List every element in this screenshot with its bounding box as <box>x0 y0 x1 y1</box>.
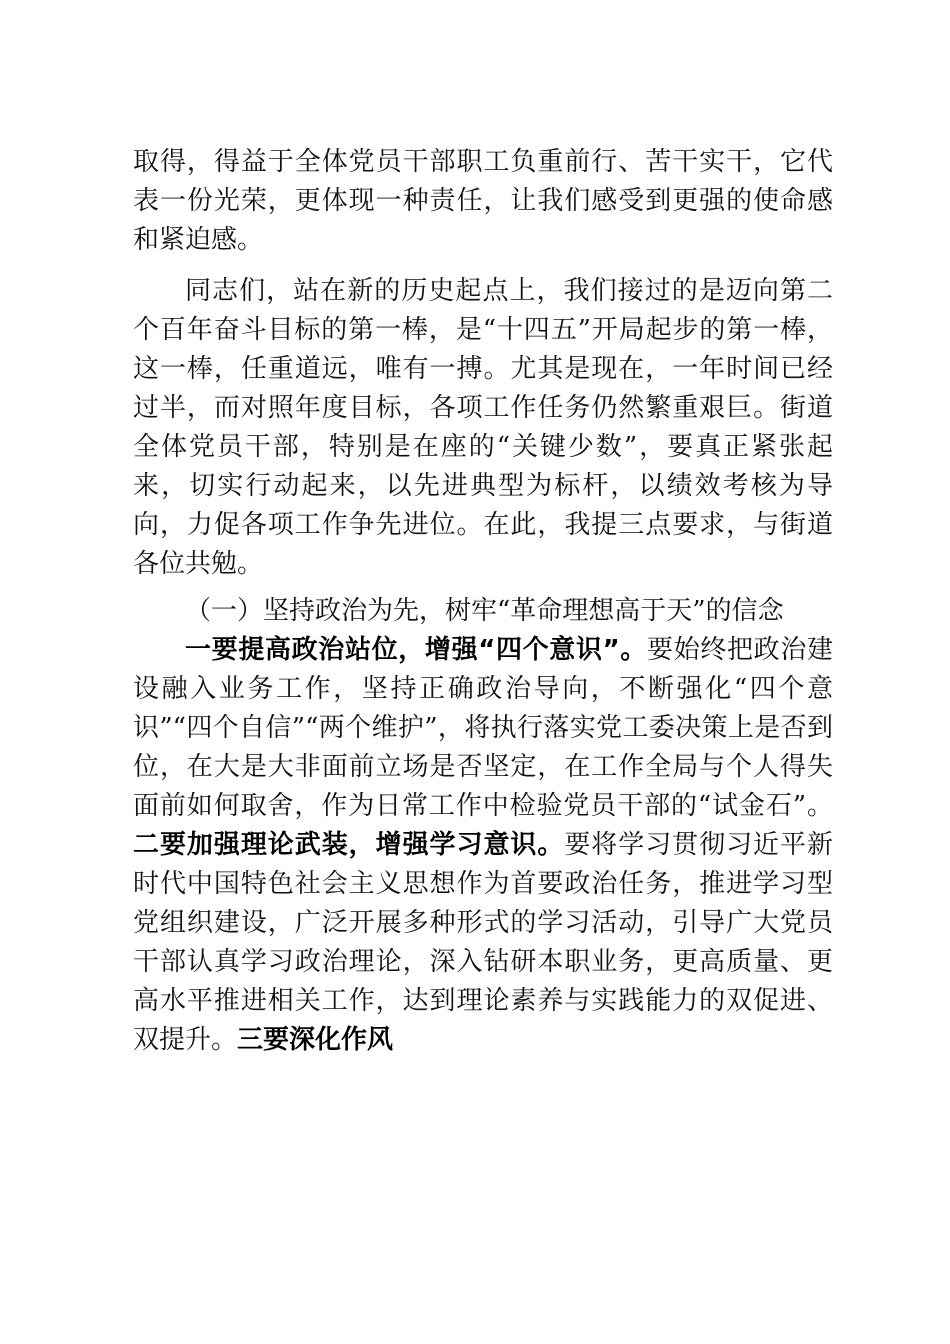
paragraph-2: 同志们，站在新的历史起点上，我们接过的是迈向第二个百年奋斗目标的第一棒，是“十四五”开局起步的第一棒，这一棒，任重道远，唯有一搏。尤其是现在，一年时间已经过半，而对照年度目标，各项工作任务仍然繁重艰巨。街道全体党员干部，特别是在座的“关键少数”，要真正紧张起来，切实行动起来，以先进典型为标杆，以绩效考核为导向，力促各项工作争先进位。在此，我提三点要求，与街道各位共勉。 <box>133 276 833 579</box>
requirement-3-title: 三要深化作风 <box>237 1025 394 1055</box>
section-heading-1: （一）坚持政治为先，树牢“革命理想高于天”的信念 <box>185 596 784 626</box>
paragraph-3 <box>133 631 833 1060</box>
requirement-1-text: 要始终把政治建设融入业务工作，坚持正确政治导向，不断强化“四个意识”“四个自信”“两个维护”，将执行落实党工委决策上是否到位，在大是大非面前立场是否坚定，在工作全局与个人得失面前如何取舍，作为日常工作中检验党员干部的“试金石”。 <box>133 635 833 821</box>
requirement-2-text: 要将学习贯彻习近平新时代中国特色社会主义思想作为首要政治任务，推进学习型党组织建设，广泛开展多种形式的学习活动，引导广大党员干部认真学习政治理论，深入钻研本职业务，更高质量、更高水平推进相关工作，达到理论素养与实践能力的双促进、双提升。 <box>133 830 833 1055</box>
paragraph-1: 取得，得益于全体党员干部职工负重前行、苦干实干，它代表一份光荣，更体现一种责任，让我们感受到更强的使命感和紧迫感。 <box>133 147 833 255</box>
document-page <box>133 143 833 1060</box>
requirement-2-title: 二要加强理论武装，增强学习意识。 <box>133 830 565 860</box>
requirement-1-title: 一要提高政治站位，增强“四个意识”。 <box>185 635 648 665</box>
